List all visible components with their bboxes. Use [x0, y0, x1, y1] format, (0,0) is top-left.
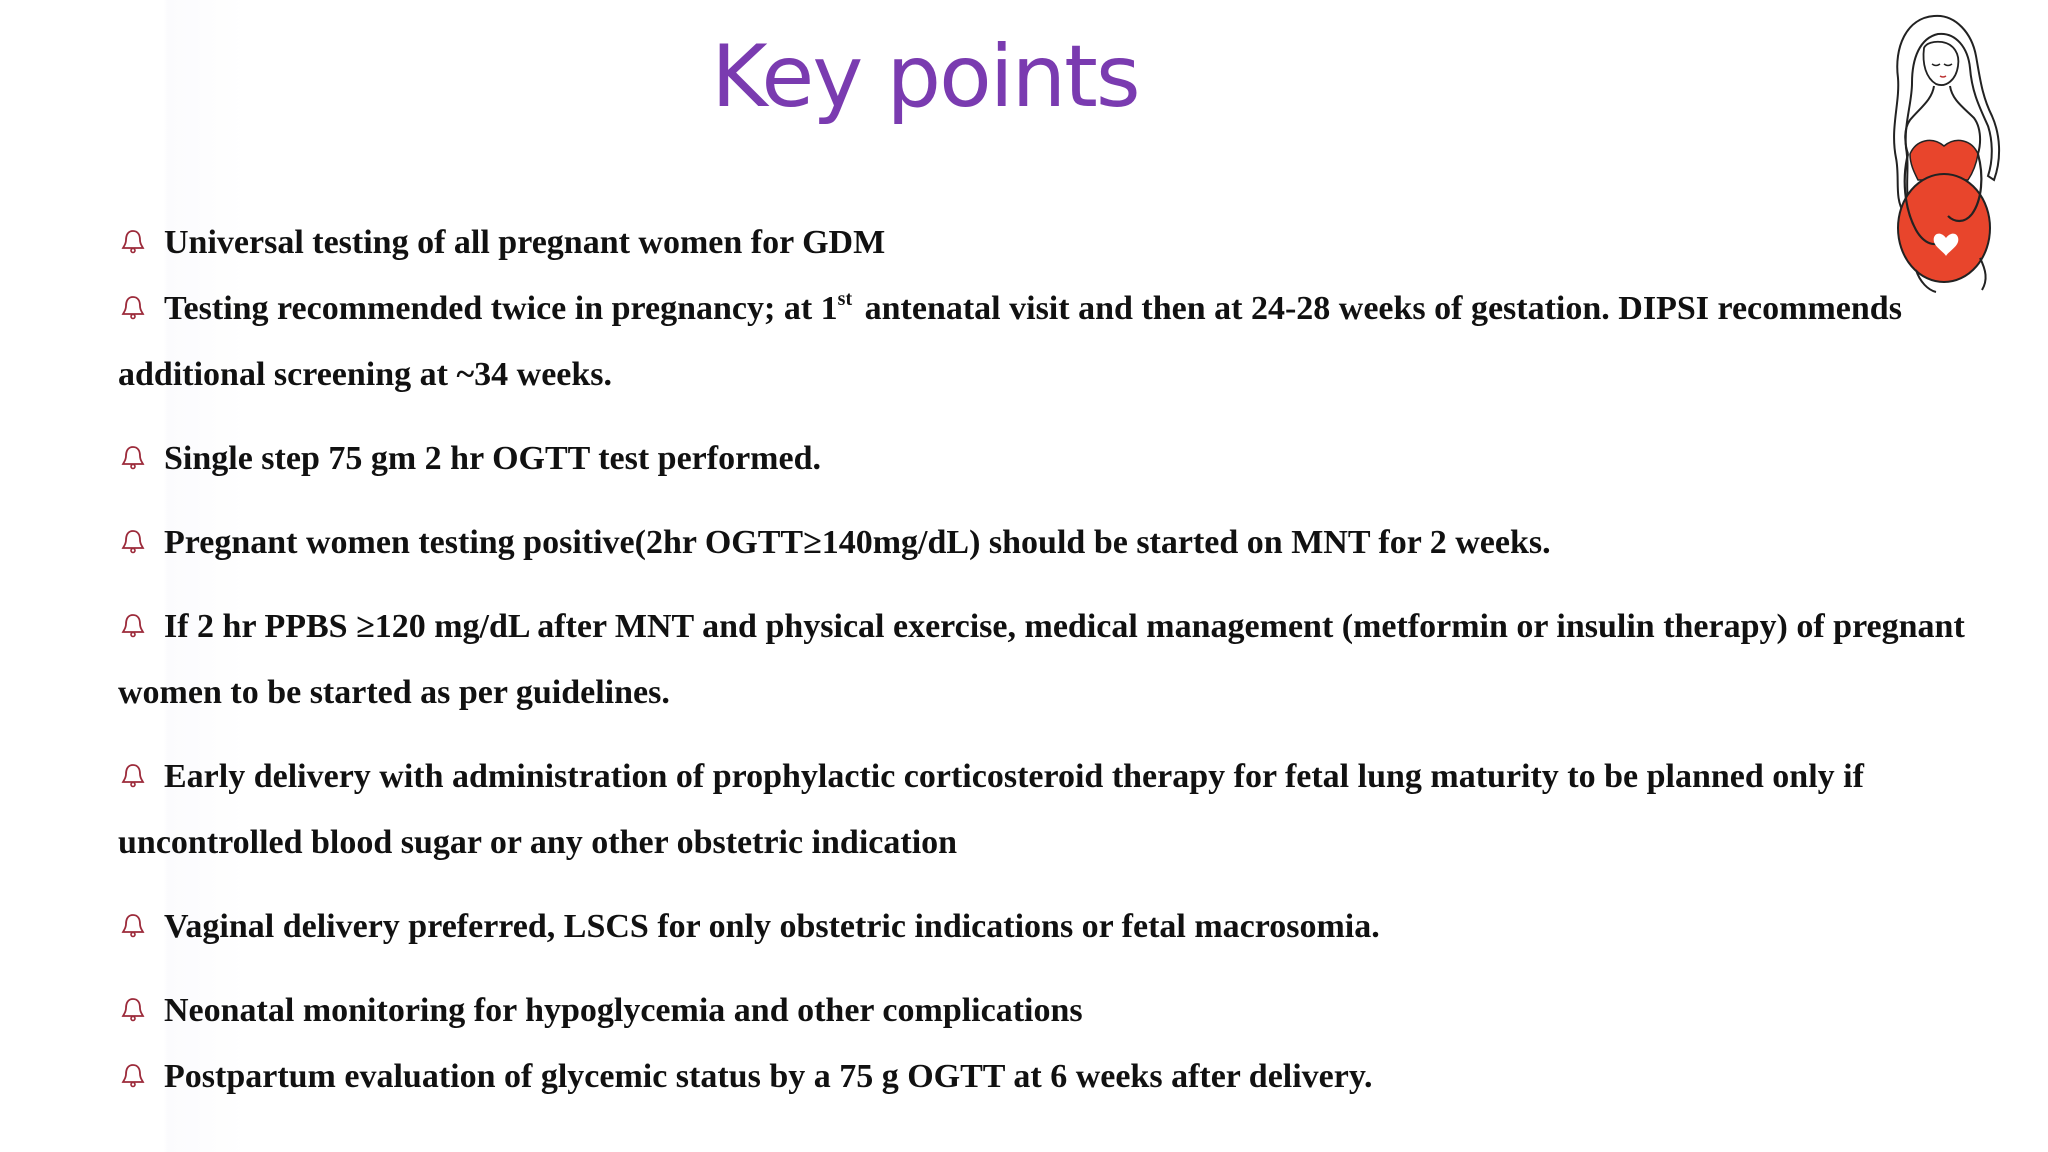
point-text-part1: Testing recommended twice in pregnancy; at 1: [164, 290, 838, 327]
list-item: [118, 276, 1978, 408]
slide-title: Key points: [711, 27, 1139, 127]
bell-icon: [120, 228, 146, 254]
list-item: [118, 744, 1978, 876]
list-item: [118, 978, 1978, 1044]
point-text: Universal testing of all pregnant women for GDM: [164, 224, 886, 261]
list-item: [118, 510, 1978, 576]
list-item: [118, 894, 1978, 960]
list-item: [118, 594, 1978, 726]
bell-icon: [120, 528, 146, 554]
list-item: [118, 210, 1978, 276]
list-item: [118, 426, 1978, 492]
point-text: Neonatal monitoring for hypoglycemia and other complications: [164, 992, 1083, 1029]
point-text: Early delivery with administration of prophylactic corticosteroid therapy for fetal lung maturity to be planned only if uncontrolled blood sugar or any other obstetric indication: [118, 758, 1864, 861]
point-text-part2: antenatal visit and then at 24-28 weeks of gestation. DIPSI recommends additional screening at ~34 weeks.: [118, 290, 1902, 393]
point-text: Vaginal delivery preferred, LSCS for only obstetric indications or fetal macrosomia.: [164, 908, 1380, 945]
bell-icon: [120, 912, 146, 938]
point-text: Postpartum evaluation of glycemic status by a 75 g OGTT at 6 weeks after delivery.: [164, 1058, 1373, 1095]
point-text: If 2 hr PPBS ≥120 mg/dL after MNT and physical exercise, medical management (metformin or insulin therapy) of pregnant women to be started as per guidelines.: [118, 608, 1965, 711]
point-text: Pregnant women testing positive(2hr OGTT≥140mg/dL) should be started on MNT for 2 weeks.: [164, 524, 1551, 561]
superscript-st: st: [837, 288, 853, 310]
bell-icon: [120, 444, 146, 470]
bell-icon: [120, 294, 146, 320]
bell-icon: [120, 762, 146, 788]
point-text: Single step 75 gm 2 hr OGTT test performed.: [164, 440, 821, 477]
bell-icon: [120, 996, 146, 1022]
bell-icon: [120, 612, 146, 638]
bell-icon: [120, 1062, 146, 1088]
list-item: [118, 1044, 1978, 1110]
